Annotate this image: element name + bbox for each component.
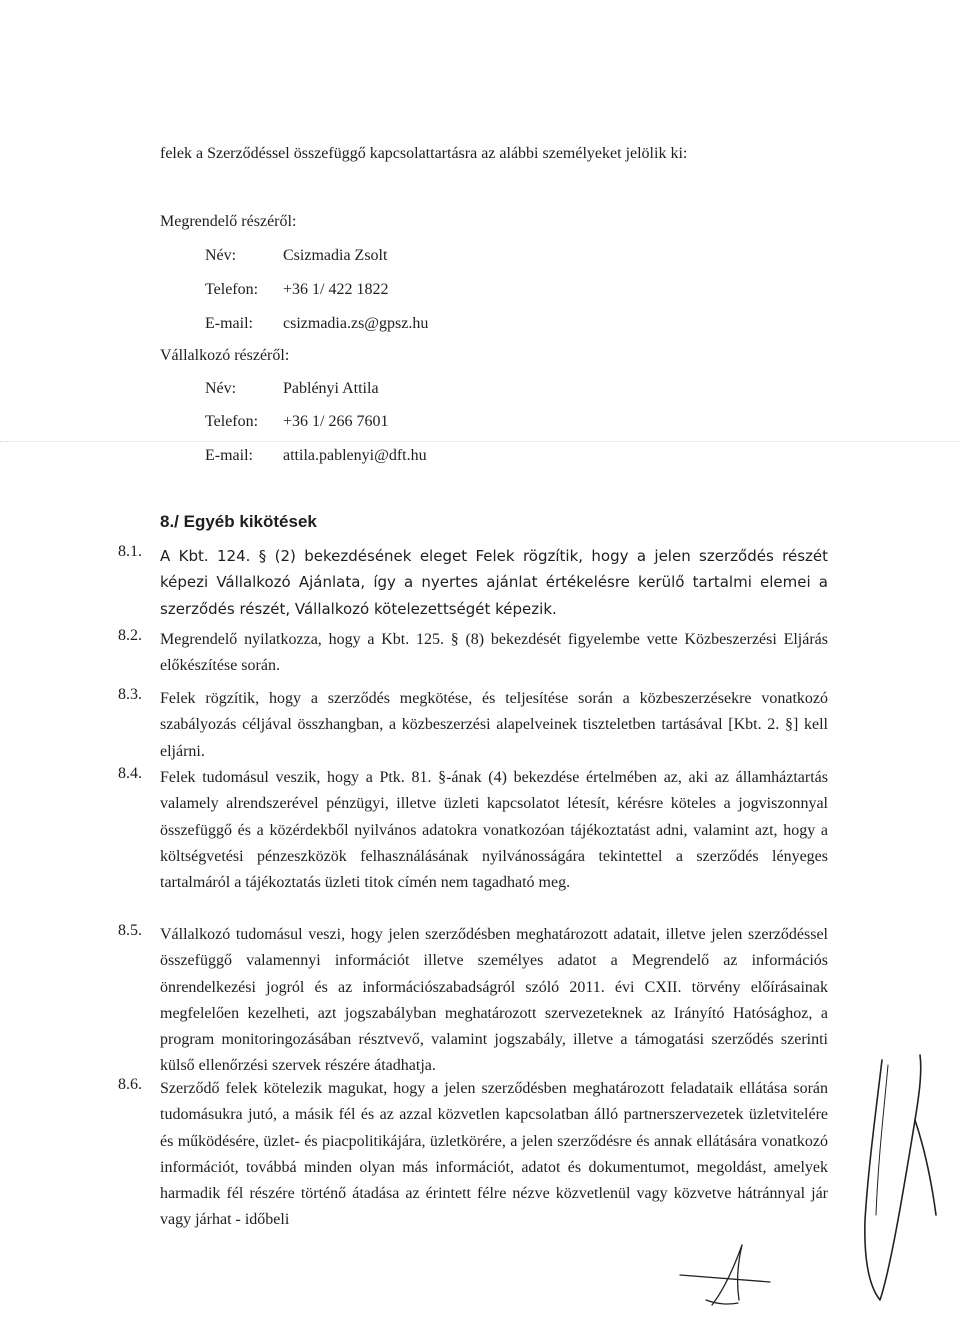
section-heading: 8./ Egyéb kikötések (160, 512, 317, 531)
party-heading-vallalkozo: Vállalkozó részéről: (160, 347, 290, 364)
contact-name: Csizmadia Zsolt (283, 247, 388, 264)
email-label: E-mail: (205, 447, 253, 464)
clause-number: 8.5. (118, 922, 142, 939)
clause-text: Felek rögzítik, hogy a szerződés megkötése, és teljesítése során a közbeszerzésekre vonatkozó szabályozás céljával összhangban, a közbeszerzési alapelveinek tiszteletben tartásával [Kbt. 2. §] kell eljárni. (160, 690, 828, 760)
name-label: Név: (205, 380, 237, 397)
intro-text: felek a Szerződéssel összefüggő kapcsolattartásra az alábbi személyeket jelölik ki: (160, 145, 688, 162)
party-heading-megrendelo: Megrendelő részéről: (160, 213, 297, 230)
clause-text: A Kbt. 124. § (2) bekezdésének eleget Felek rögzítik, hogy a jelen szerződés részét képezi Vállalkozó Ajánlata, így a nyertes ajánlat értékelésre kerülő tartalmi elemei a szerződés részét, Vállalkozó kötelezettségét képezik. (160, 547, 828, 618)
clause-number: 8.3. (118, 686, 142, 703)
clause-text: Megrendelő nyilatkozza, hogy a Kbt. 125. § (8) bekezdését figyelembe vette Közbeszerzési Eljárás előkészítése során. (160, 631, 828, 675)
clause-number: 8.4. (118, 765, 142, 782)
name-label: Név: (205, 247, 237, 264)
clause-8-2 (118, 627, 828, 680)
email-label: E-mail: (205, 315, 253, 332)
clause-number: 8.2. (118, 627, 142, 644)
phone-label: Telefon: (205, 281, 259, 298)
clause-8-5 (118, 922, 828, 1080)
contact-email: attila.pablenyi@dft.hu (283, 447, 427, 464)
clause-8-3 (118, 686, 828, 765)
contact-name: Pablényi Attila (283, 380, 379, 397)
phone-label: Telefon: (205, 413, 259, 430)
clause-8-6 (118, 1076, 828, 1234)
clause-text: Vállalkozó tudomásul veszi, hogy jelen szerződésben meghatározott adatait, illetve jelen szerződéssel összefüggő valamennyi információt illetve személyes adatot a Megrendelő az információs önrendelkezési jogról és az információszabadságról szóló 2011. évi CXII. törvény előírásainak megfelelően kezelheti, azt jogszabályban meghatározott szervezeteknek az Irányító Hatósághoz, a program monitoringozásában résztvevő, valamint jogszabály, illetve a támogatási szerződés szerinti külső ellenőrzési szervek részére átadhatja. (160, 926, 828, 1075)
clause-number: 8.6. (118, 1076, 142, 1093)
clause-8-4 (118, 765, 828, 896)
scan-artifact-line (0, 441, 960, 442)
contact-phone: +36 1/ 266 7601 (283, 413, 389, 430)
contact-email: csizmadia.zs@gpsz.hu (283, 315, 429, 332)
clause-number: 8.1. (118, 543, 142, 560)
clause-8-1 (118, 543, 828, 622)
clause-text: Szerződő felek kötelezik magukat, hogy a jelen szerződésben meghatározott feladataik ellátása során tudomásukra jutó, a másik fél és az azzal közvetlen kapcsolatban álló partnerszervezetek üzletvitelére és működésére, üzlet- és piacpolitikájára, üzletkörére, a jelen szerződésre és annak ellátására vonatkozó információt, továbbá minden olyan más információt, adatot és dokumentumot, megoldást, amelyek harmadik fél részére történő átadása az érintett félre nézve közvetlenül vagy közvetve hátránnyal jár vagy járhat - időbeli (160, 1080, 828, 1229)
contact-phone: +36 1/ 422 1822 (283, 281, 389, 298)
clause-text: Felek tudomásul veszik, hogy a Ptk. 81. §-ának (4) bekezdése értelmében az, aki az államháztartás valamely alrendszerével pénzügyi, illetve üzleti kapcsolatot létesít, kérésre köteles a jogviszonnyal összefüggő és a közérdekből nyilvános adatokra vonatkozóan tájékoztatást adni, valamint azt, hogy a költségvetési pénzeszközök felhasználásának nyilvánosságára tekintettel a szerződés lényeges tartalmáról a tájékoztatás üzleti titok címén nem tagadható meg. (160, 769, 828, 892)
